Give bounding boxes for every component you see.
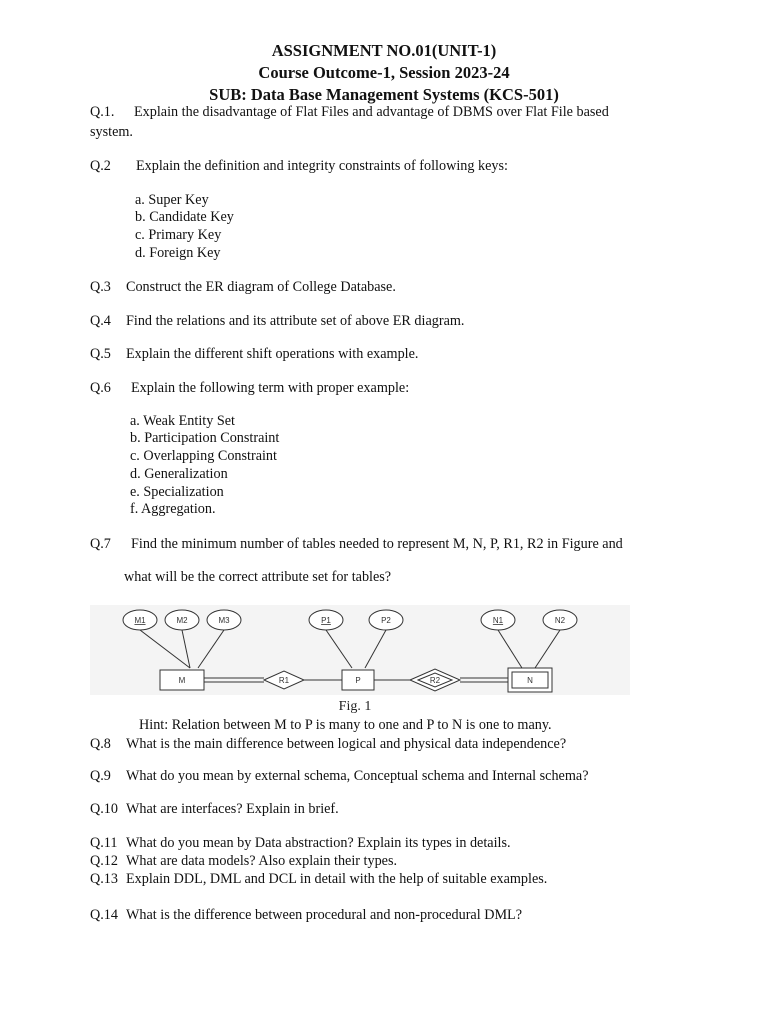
option-item: e. Specialization [130, 484, 224, 500]
question-number: Q.1. [90, 104, 115, 120]
option-item: b. Candidate Key [135, 209, 234, 225]
question-number: Q.5 [90, 346, 111, 362]
option-item: c. Primary Key [135, 227, 222, 243]
question-1-continuation: system. [90, 124, 133, 140]
question-number: Q.3 [90, 279, 111, 295]
question-text: Explain DDL, DML and DCL in detail with the help of suitable examples. [126, 871, 548, 887]
question-8 [90, 736, 566, 753]
question-13 [90, 871, 547, 888]
option-item: d. Foreign Key [135, 245, 221, 261]
question-text: Explain the following term with proper example: [131, 380, 410, 396]
question-text: What is the difference between procedural and non-procedural DML? [126, 907, 523, 923]
question-4 [90, 313, 464, 330]
option-item: f. Aggregation. [130, 501, 216, 517]
question-number: Q.12 [90, 853, 118, 869]
assignment-title: ASSIGNMENT NO.01(UNIT-1) [271, 41, 497, 60]
option-item: b. Participation Constraint [130, 430, 280, 446]
subject-title: SUB: Data Base Management Systems (KCS-501) [209, 85, 559, 104]
question-text: What do you mean by external schema, Conceptual schema and Internal schema? [126, 768, 589, 784]
er-diagram [90, 600, 630, 720]
question-number: Q.13 [90, 871, 118, 887]
option-item: a. Super Key [135, 192, 209, 208]
course-outcome-title: Course Outcome-1, Session 2023-24 [258, 63, 510, 82]
question-number: Q.11 [90, 835, 118, 851]
question-5 [90, 346, 418, 363]
entity-label: N [527, 676, 533, 685]
question-number: Q.7 [90, 536, 111, 552]
question-text: Explain the different shift operations with example. [126, 346, 419, 362]
attribute-label: N2 [554, 616, 566, 625]
attribute-label: P1 [321, 616, 331, 625]
question-number: Q.6 [90, 380, 111, 396]
attribute-label: P2 [381, 616, 391, 625]
option-item: d. Generalization [130, 466, 228, 482]
question-number: Q.14 [90, 907, 118, 923]
question-text: What do you mean by Data abstraction? Explain its types in details. [126, 835, 511, 851]
question-11 [90, 835, 511, 852]
question-text: What are data models? Also explain their types. [126, 853, 398, 869]
attribute-label: M1 [134, 616, 146, 625]
question-12 [90, 853, 397, 870]
er-diagram-figure [90, 600, 630, 720]
entity-label: P [355, 676, 361, 685]
question-number: Q.10 [90, 801, 118, 817]
question-text: Explain the definition and integrity constraints of following keys: [136, 158, 508, 174]
figure-hint: Hint: Relation between M to P is many to one and P to N is one to many. [139, 717, 552, 733]
question-number: Q.8 [90, 736, 111, 752]
relationship-label: R2 [429, 676, 441, 685]
question-9 [90, 768, 589, 785]
question-number: Q.4 [90, 313, 111, 329]
question-14 [90, 907, 522, 924]
question-3 [90, 279, 396, 296]
question-2 [90, 158, 508, 175]
question-text: Construct the ER diagram of College Database. [126, 279, 396, 295]
question-number: Q.2 [90, 158, 111, 174]
figure-caption: Fig. 1 [338, 699, 372, 714]
attribute-label: N1 [492, 616, 504, 625]
attribute-label: M3 [218, 616, 230, 625]
option-item: a. Weak Entity Set [130, 413, 235, 429]
question-1 [90, 104, 609, 121]
attribute-label: M2 [176, 616, 188, 625]
question-text: What is the main difference between logical and physical data independence? [126, 736, 567, 752]
question-text: What are interfaces? Explain in brief. [126, 801, 339, 817]
relationship-label: R1 [278, 676, 290, 685]
question-text: Find the minimum number of tables needed to represent M, N, P, R1, R2 in Figure and [131, 536, 623, 552]
option-item: c. Overlapping Constraint [130, 448, 277, 464]
question-10 [90, 801, 339, 818]
question-text: Explain the disadvantage of Flat Files and advantage of DBMS over Flat File based [134, 104, 609, 120]
question-text: Find the relations and its attribute set of above ER diagram. [126, 313, 465, 329]
question-7-continuation: what will be the correct attribute set for tables? [124, 569, 392, 585]
question-6 [90, 380, 409, 397]
question-7 [90, 536, 623, 553]
entity-label: M [178, 676, 186, 685]
question-number: Q.9 [90, 768, 111, 784]
